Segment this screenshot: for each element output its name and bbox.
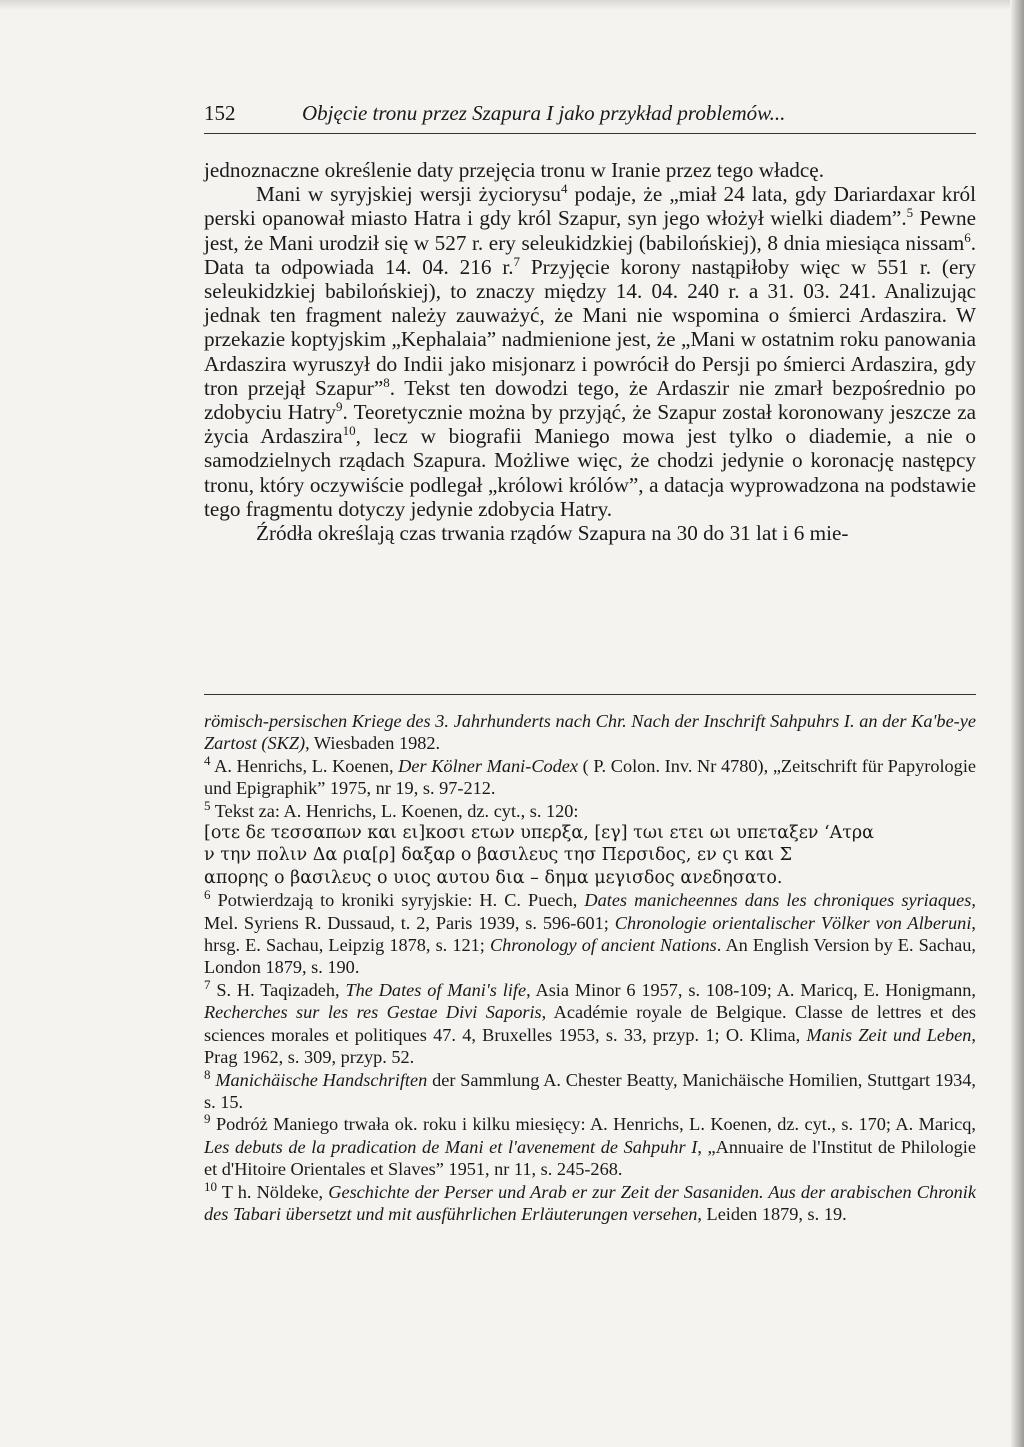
footnote-7: $^7$ S. H. Taqizadeh, The Dates of Mani's life, Asia Minor 6 1957, s. 108-109; A. Maricq, E. Honigmann, Recherches sur les res Gestae Divi Saporis, Académie royale de Belgique. Classe de lettres et des sciences morales et politiques 47. 4, Bruxelles 1953, s. 33, przyp. 1; O. Klima, Manis Zeit und Leben, Prag 1962, s. 309, przyp. 52. — [204, 976, 976, 1068]
header-rule — [204, 133, 976, 134]
footnote-ref-8: 8 — [383, 374, 390, 390]
scan-shadow-top — [0, 0, 1024, 10]
running-title: Objęcie tronu przez Szapura I jako przykład problemów... — [302, 101, 786, 125]
paragraph-mani: Mani w syryjskiej wersji życiorysu$^4$ podaje, że „miał 24 lata, gdy Dariardaxar król perski opanował miasto Hatra i gdy król Szapur, syn jego włożył wielki diadem”.$^5$ Pewne jest, że Mani urodził się w 527 r. ery seleukidzkiej (babilońskiej), 8 dnia miesiąca nissam$^6$. Data ta odpowiada 14. 04. 216 r.$^7$ Przyjęcie korony nastąpiłoby więc w 551 r. (ery seleukidzkiej babilońskiej), to znaczy między 14. 04. 240 r. a 31. 03. 241. Analizując jednak ten fragment należy zauważyć, że Mani nie wspomina o śmierci Ardaszira. W przekazie koptyjskim „Kephalaia” nadmienione jest, że „Mani w ostatnim roku panowania Ardaszira wyruszył do Indii jako misjonarz i powrócił do Persji po śmierci Ardaszira, gdy tron przejął Szapur”$^8$. Tekst ten dowodzi tego, że Ardaszir nie zmarł bezpośrednio po zdobyciu Hatry$^9$. Teoretycznie można by przyjąć, że Szapur został koronowany jeszcze za życia Ardaszira$^{10}$, lecz w biografii Maniego mowa jest tylko o diademie, a nie o samodzielnych rządach Szapura. Możliwe więc, że chodzi jedynie o koronację następcy tronu, który oczywiście podlegał „królowi królów”, a datacja wyprowadzona na podstawie tego fragmentu dotyczy jedynie zdobycia Hatry. — [204, 181, 977, 521]
footnote-ref-10: 10 — [342, 423, 356, 439]
greek-quote-line-1: [οτε δε τεσσαπων και ει]κοσι ετων υπερξα, [εγ] τωι ετει ωι υπεταξεν ʻΑτρα — [204, 823, 874, 844]
footnote-ref-7: 7 — [513, 253, 521, 269]
paragraph-continuation: jednoznaczne określenie daty przejęcia tronu w Iranie przez tego władcę. — [204, 158, 824, 182]
scan-shadow-right — [1010, 0, 1024, 1447]
footnote-9: $^9$ Podróż Maniego trwała ok. roku i kilku miesięcy: A. Henrichs, L. Koenen, dz. cyt., s. 170; A. Maricq, Les debuts de la pradication de Mani et l'avenement de Sahpuhr I, „Annuaire de l'Institut de Philologie et d'Hitoire Orientales et Slaves” 1951, nr 11, s. 245-268. — [204, 1111, 976, 1180]
greek-quote-line-2: ν την πολιν Δα ρια[ρ] δαξαρ ο βασιλευς τησ Περσιδος, εν ςι και Σ — [204, 845, 793, 866]
footnote-5: $^5$ Tekst za: A. Henrichs, L. Koenen, dz. cyt., s. 120: — [204, 797, 579, 821]
paragraph-sources: Źródła określają czas trwania rządów Szapura na 30 do 31 lat i 6 mie- — [256, 521, 849, 546]
footnote-8: $^8$ Manichäische Handschriften der Sammlung A. Chester Beatty, Manichäische Homilien, Stuttgart 1934, s. 15. — [204, 1066, 977, 1112]
page-number: 152 — [204, 101, 236, 125]
footnote-continuation: römisch-persischen Kriege des 3. Jahrhunderts nach Chr. Nach der Inschrift Sahpuhrs I. an der Ka'be-ye Zartost (SKZ), Wiesbaden 1982. — [204, 711, 976, 754]
footnote-ref-5: 5 — [906, 205, 914, 221]
main-text — [204, 158, 976, 545]
footnote-ref-9: 9 — [336, 398, 343, 414]
footnote-4: $^4$ A. Henrichs, L. Koenen, Der Kölner Mani-Codex ( P. Colon. Inv. Nr 4780), „Zeitschrift für Papyrologie und Epigraphik” 1975, nr 19, s. 97-212. — [204, 752, 977, 799]
footnote-ref-6: 6 — [964, 229, 971, 245]
footnote-rule — [204, 694, 976, 695]
running-header — [204, 100, 978, 126]
footnote-10: $^{10}$ T h. Nöldeke, Geschichte der Perser und Arab er zur Zeit der Sasaniden. Aus der arabischen Chronik des Tabari übersetzt und mit ausführlichen Erläuterungen versehen, Leiden 1879, s. 19. — [204, 1178, 976, 1224]
greek-quote-line-3: απορης ο βασιλευς ο υιος αυτου δια – δημα μεγισδος ανεδησατο. — [204, 867, 783, 888]
footnote-ref-4: 4 — [560, 181, 568, 197]
footnote-6: $^6$ Potwierdzają to kroniki syryjskie: H. C. Puech, Dates manicheennes dans les chroniques syriaques, Mel. Syriens R. Dussaud, t. 2, Paris 1939, s. 596-601; Chronologie orientalischer Völker von Alberuni, hrsg. E. Sachau, Leipzig 1878, s. 121; Chronology of ancient Nations. An English Version by E. Sachau, London 1879, s. 190. — [204, 887, 976, 978]
footnotes — [204, 710, 976, 1225]
